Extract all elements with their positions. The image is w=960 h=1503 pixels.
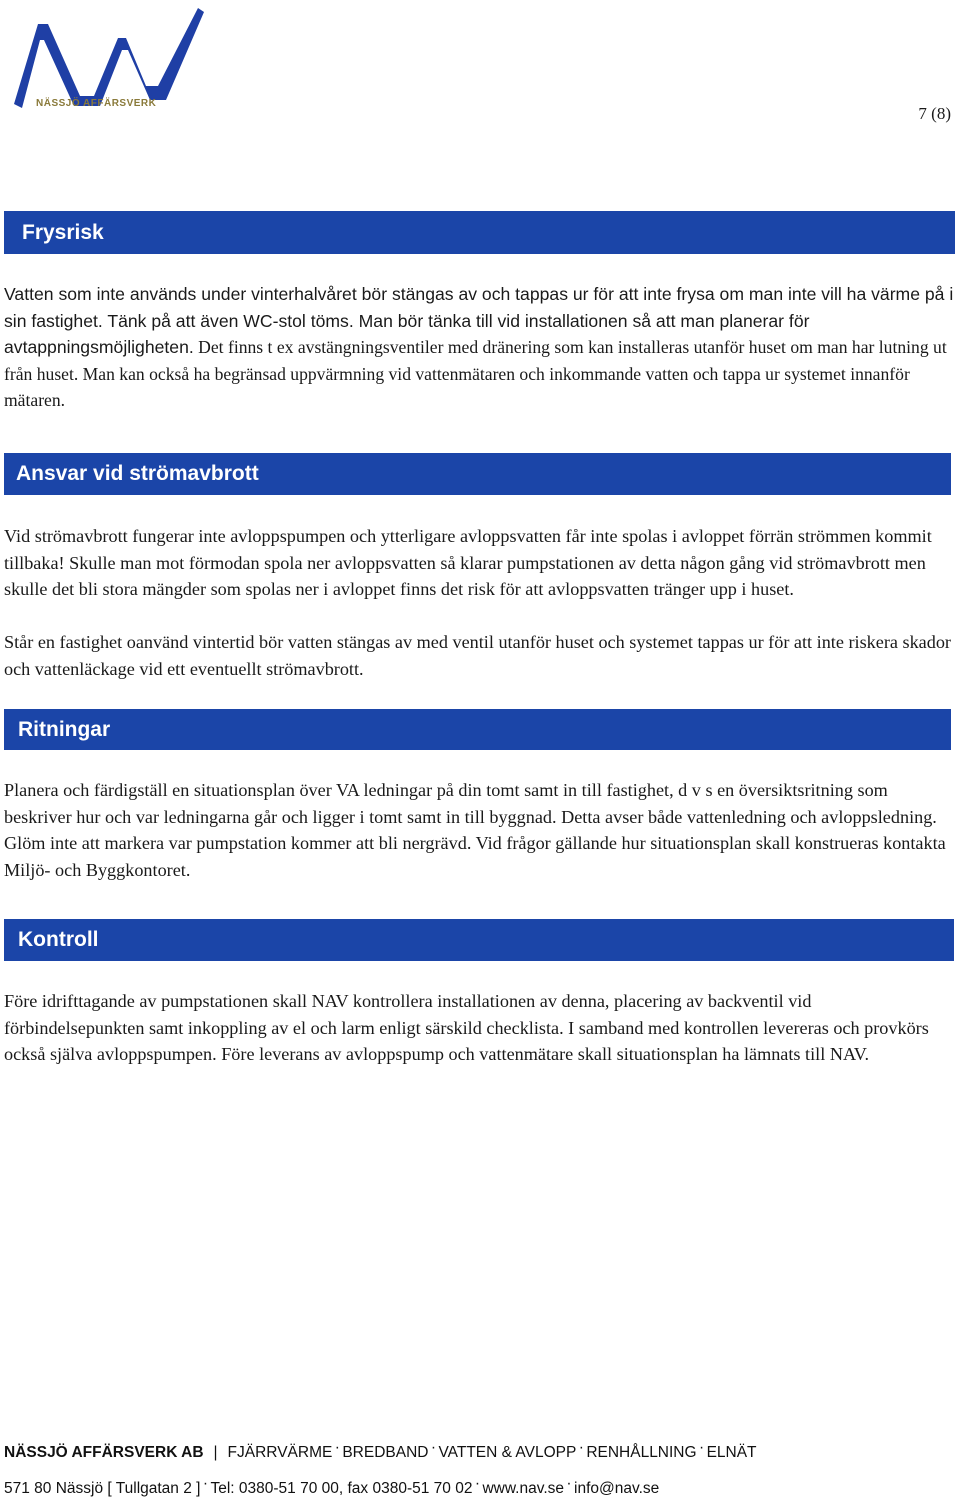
footer-service: BREDBAND bbox=[342, 1444, 429, 1461]
footer-separator: · bbox=[334, 1439, 340, 1456]
footer-website-link[interactable]: www.nav.se bbox=[482, 1480, 565, 1497]
footer-contact bbox=[4, 1475, 660, 1498]
logo-text: NÄSSJÖ AFFÄRSVERK bbox=[36, 98, 157, 109]
footer-phone: Tel: 0380-51 70 00, fax 0380-51 70 02 bbox=[210, 1480, 473, 1497]
footer-service: RENHÅLLNING bbox=[586, 1444, 697, 1461]
footer-separator: · bbox=[578, 1439, 584, 1456]
footer-separator: · bbox=[430, 1439, 437, 1456]
section-heading-label: Kontroll bbox=[18, 928, 99, 951]
footer-email-link[interactable]: info@nav.se bbox=[574, 1480, 660, 1497]
frysrisk-text-1: Vatten som inte används under vinterhalvåret bör stängas av och tappas ur för att inte frysa om man inte vill ha värme på i sin fastighet. Tänk på att även WC-stol töms. Man bör tänka till vid installationen så att man planerar för avtappningsmöjligheten. bbox=[4, 284, 954, 357]
kontroll-paragraph: Före idrifttagande av pumpstationen skall NAV kontrollera installationen av denna, placering av backventil vid förbindelsepunkten samt inkoppling av el och larm enligt särskild checklista. I samband med kontrollen levereras och provkörs också själva avloppspumpen. Före leverans av avloppspump och vattenmätare skall situationsplan ha lämnats till NAV. bbox=[4, 991, 929, 1064]
footer-separator: · bbox=[202, 1475, 209, 1492]
footer-services bbox=[4, 1439, 757, 1462]
footer-address: 571 80 Nässjö [ Tullgatan 2 ] bbox=[4, 1480, 201, 1497]
footer-separator: · bbox=[474, 1475, 481, 1492]
footer-service: VATTEN & AVLOPP bbox=[438, 1444, 577, 1461]
frysrisk-text-2: Det finns t ex avstängningsventiler med dränering som kan installeras utanför huset om man har lutning ut från huset. bbox=[4, 337, 947, 384]
section-heading-label: Ritningar bbox=[18, 717, 111, 741]
section-heading-frysrisk bbox=[4, 211, 955, 254]
section-heading-ritningar bbox=[4, 709, 951, 750]
section-heading-ansvar bbox=[4, 453, 951, 495]
company-logo bbox=[8, 4, 204, 116]
frysrisk-text-3: Man kan också ha begränsad uppvärmning vid vattenmätaren och inkommande vatten och tappa ur systemet innanför mätaren. bbox=[4, 363, 910, 410]
frysrisk-paragraph bbox=[4, 281, 954, 414]
section-heading-label: Ansvar vid strömavbrott bbox=[16, 462, 259, 485]
footer-separator: · bbox=[566, 1475, 572, 1492]
footer-separator: · bbox=[698, 1439, 705, 1456]
ritningar-paragraph: Planera och färdigställ en situationsplan över VA ledningar på din tomt samt in till fastighet, d v s en översiktsritning som beskriver hur och var ledningarna går och ligger i tomt samt in till byggnad. Detta avser både vattenledning och avloppsledning. Glöm inte att markera var pumpstation kommer att bli nergrävd. Vid frågor gällande hur situationsplan skall konstrueras kontakta Miljö- och Byggkontoret. bbox=[4, 780, 946, 880]
footer-org-name: NÄSSJÖ AFFÄRSVERK AB bbox=[4, 1444, 204, 1461]
section-heading-kontroll bbox=[4, 919, 954, 961]
ansvar-paragraph-1: Vid strömavbrott fungerar inte avloppspumpen och ytterligare avloppsvatten får inte spolas i avloppet förrän strömmen kommit tillbaka! Skulle man mot förmodan spola ner avloppsvatten så klarar pumpstationen av detta någon gång vid strömavbrott men skulle det bli stora mängder som spolas ner i avloppet finns det risk för att avloppsvatten tränger upp i huset. bbox=[4, 526, 932, 599]
footer-divider: | bbox=[213, 1444, 218, 1461]
footer-service: FJÄRRVÄRME bbox=[227, 1444, 333, 1461]
page-number: 7 (8) bbox=[918, 104, 951, 123]
ansvar-paragraph-2: Står en fastighet oanvänd vintertid bör vatten stängas av med ventil utanför huset och systemet tappas ur för att inte riskera skador och vattenläckage vid ett eventuellt strömavbrott. bbox=[4, 632, 951, 679]
section-heading-label: Frysrisk bbox=[22, 220, 104, 244]
footer-service: ELNÄT bbox=[706, 1444, 757, 1461]
